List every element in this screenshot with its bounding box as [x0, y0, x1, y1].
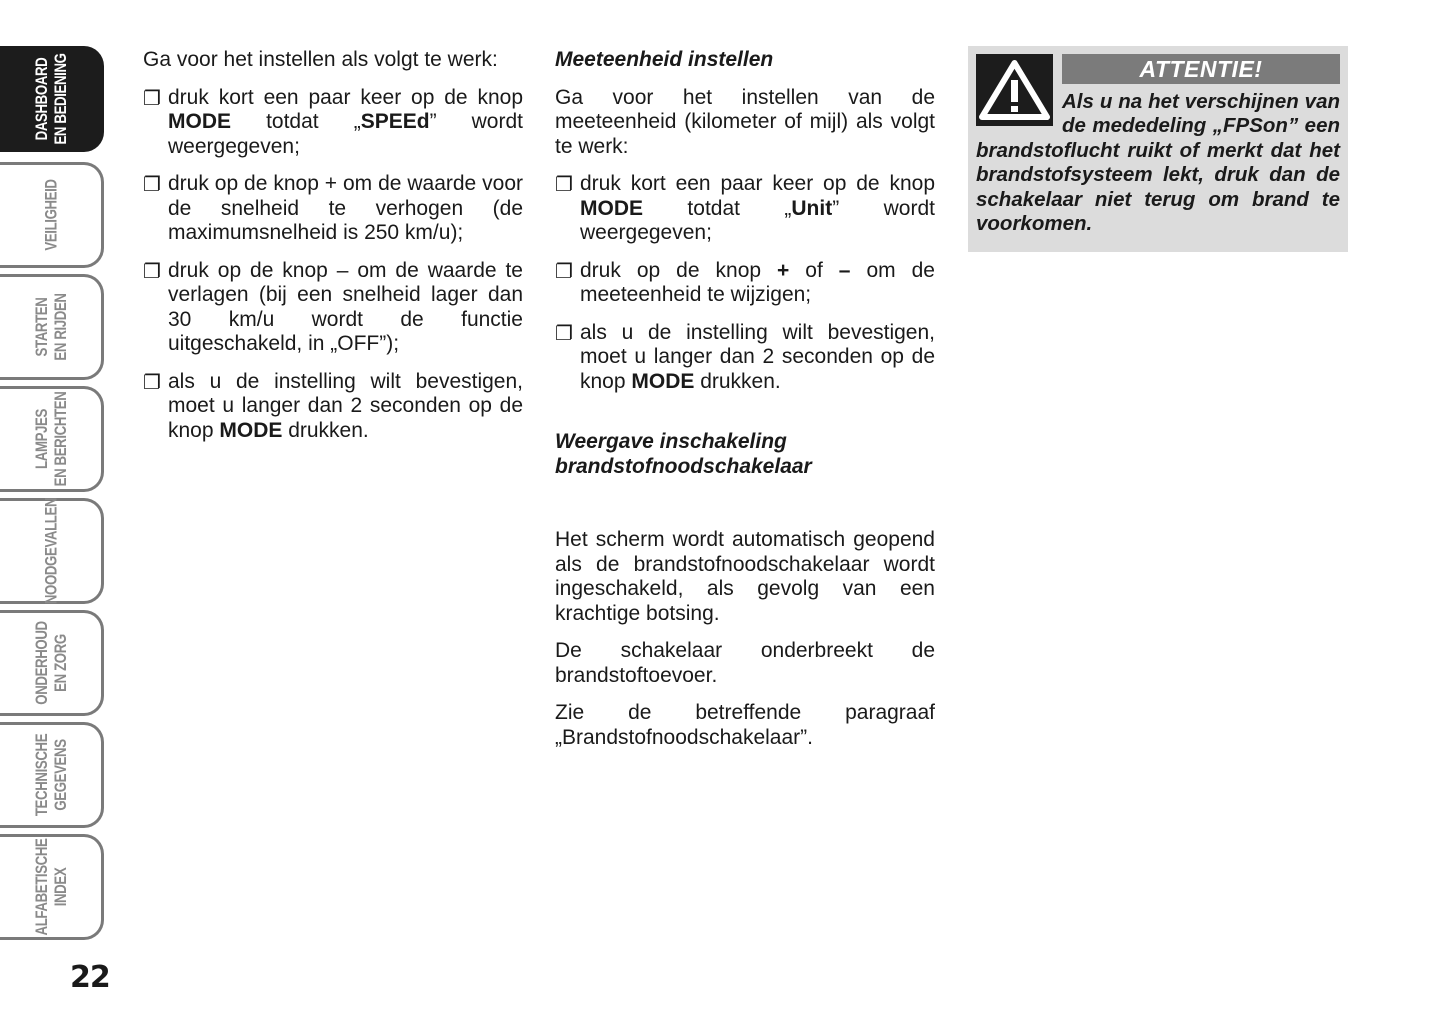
tab-veiligheid[interactable] [0, 162, 104, 268]
section-heading: Weergave inschakeling [555, 430, 787, 453]
tab-label: LAMPJES EN BERICHTEN [31, 391, 70, 487]
checkbox-bullet-icon: ❐ [555, 174, 573, 196]
column-left [143, 48, 523, 456]
paragraph: De schakelaar onderbreekt de brandstoftoevoer. [555, 639, 935, 687]
tab-noodgevallen[interactable] [0, 498, 104, 604]
tab-label: NOODGEVALLEN [41, 497, 60, 605]
checkbox-bullet-icon: ❐ [143, 260, 161, 283]
list-item: ❐ druk op de knop – om de waarde te verlagen (bij een snelheid lager dan 30 km/u wordt de functie uitgeschakeld, in „OFF”); [143, 258, 523, 355]
list-item: ❐ druk kort een paar keer op de knop MODE totdat „Unit” wordt weergegeven; [555, 172, 935, 244]
tab-label: ALFABETISCHE INDEX [31, 838, 70, 936]
tab-label: ONDERHOUD EN ZORG [31, 621, 70, 705]
checkbox-bullet-icon: ❐ [555, 322, 573, 345]
warning-text: Als u na het verschijnen van de mededeling „FPSon” een brandstoflucht ruikt of merkt dat het brandstofsysteem lekt, druk dan de schakelaar niet terug om brand te voorkomen. [976, 90, 1340, 236]
paragraph: Zie de betreffende paragraaf „Brandstofnoodschakelaar”. [555, 701, 935, 749]
checkbox-bullet-icon: ❐ [143, 174, 161, 196]
tab-dashboard[interactable] [0, 46, 104, 152]
checkbox-bullet-icon: ❐ [143, 87, 161, 110]
list-item: ❐ druk op de knop + of – om de meeteenheid te wijzigen; [555, 258, 935, 306]
tab-label: TECHNISCHE GEGEVENS [31, 733, 70, 817]
page-number: 22 [70, 960, 110, 995]
warning-title: ATTENTIE! [1062, 54, 1340, 84]
tab-label: STARTEN EN RIJDEN [31, 293, 70, 361]
list-item: ❐ druk kort een paar keer op de knop MODE totdat „SPEEd” wordt weergegeven; [143, 85, 523, 158]
list-item: ❐ als u de instelling wilt bevestigen, moet u langer dan 2 seconden op de knop MODE drukken. [555, 320, 935, 393]
tab-onderhoud[interactable] [0, 610, 104, 716]
tab-starten[interactable] [0, 274, 104, 380]
tab-index[interactable] [0, 834, 104, 940]
section-heading-cont: brandstofnoodschakelaar [555, 454, 812, 478]
tab-lampjes[interactable] [0, 386, 104, 492]
intro-text: Ga voor het instellen als volgt te werk: [143, 48, 498, 71]
tab-label: DASHBOARD EN BEDIENING [31, 53, 70, 145]
list-item: ❐ als u de instelling wilt bevestigen, moet u langer dan 2 seconden op de knop MODE drukken. [143, 369, 523, 442]
list-item: ❐ druk op de knop + om de waarde voor de snelheid te verhogen (de maximumsnelheid is 250 km/u); [143, 172, 523, 244]
section-heading: Meeteenheid instellen [555, 48, 774, 71]
intro-text: Ga voor het instellen van de meeteenheid (kilometer of mijl) als volgt te werk: [555, 85, 935, 158]
warning-box [968, 46, 1348, 252]
checkbox-bullet-icon: ❐ [555, 260, 573, 283]
tab-label: VEILIGHEID [41, 179, 60, 251]
paragraph: Het scherm wordt automatisch geopend als de brandstofnoodschakelaar wordt ingeschakeld, als gevolg van een krachtige botsing. [555, 528, 935, 625]
tab-technische[interactable] [0, 722, 104, 828]
column-middle [555, 48, 935, 763]
checkbox-bullet-icon: ❐ [143, 371, 161, 394]
